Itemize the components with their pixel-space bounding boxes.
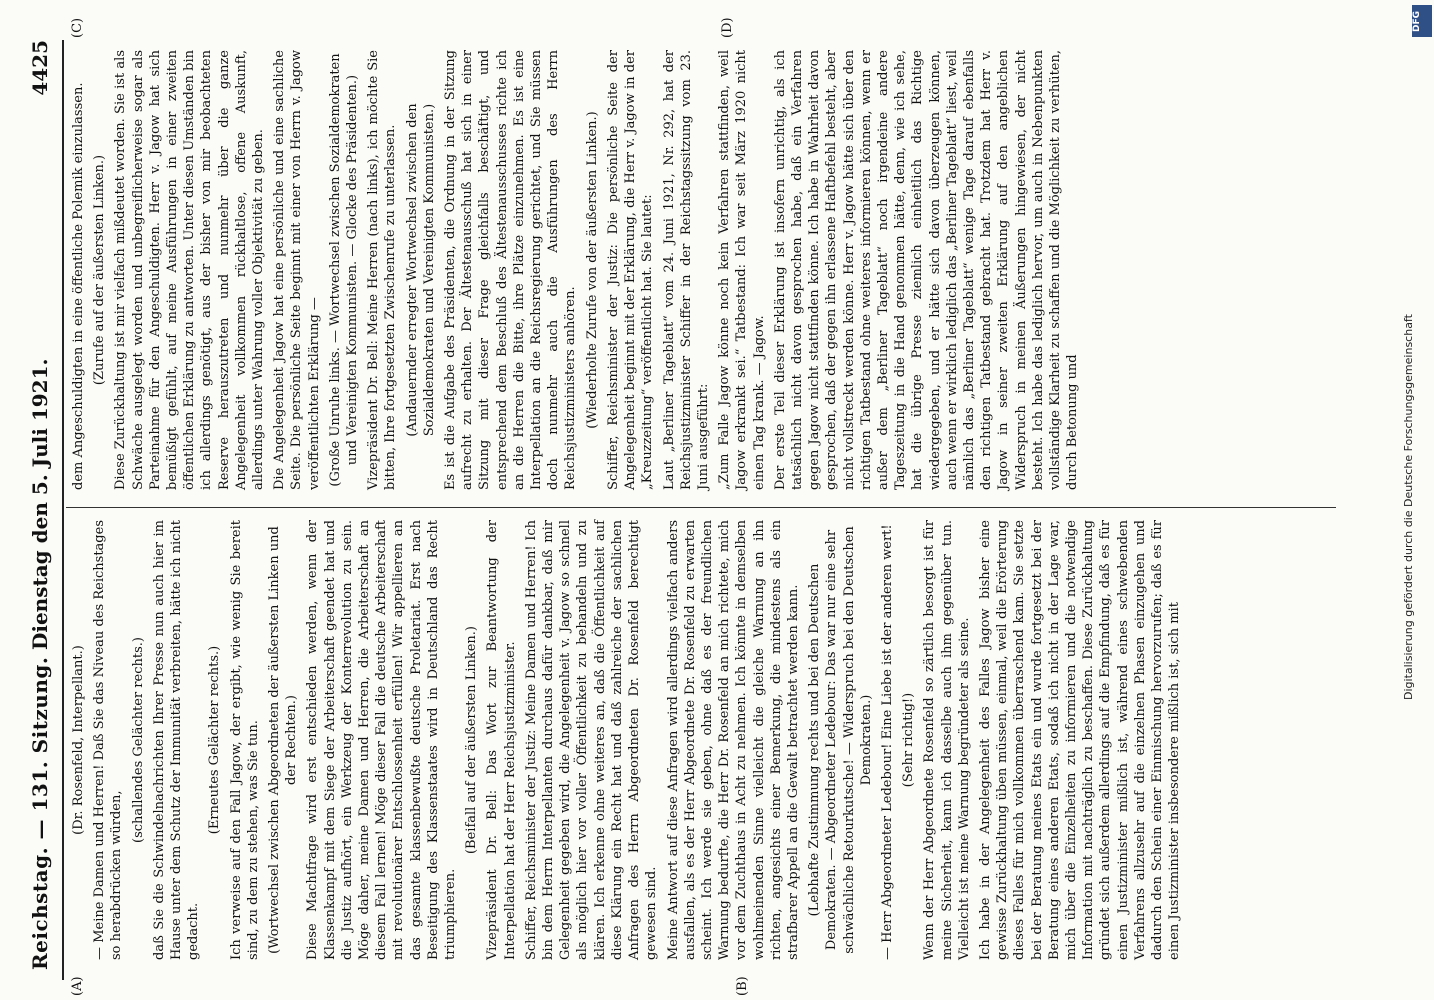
marker-a: (A) — [70, 976, 85, 996]
paragraph: Diese Machtfrage wird erst entschieden werden, wenn der Klassenkampf mit dem Siege der Arbeiterschaft geendet hat und die Justiz aufhört, ein Werkzeug der Konterrevolution zu sein. Möge daher, meine Damen und Herren, die Arbeiterschaft an diesem Fall lernen! Möge dieser Fall die deutsche Arbeiterschaft mit revolutionärer Entschlossenheit erfüllen! Wir appellieren an das gesamte klassenbewußte deutsche Proletariat. Erst nach Beseitigung des Klassenstaates wird in Deutschland das Recht triumphieren. — [305, 520, 459, 960]
interjection: (Dr. Rosenfeld, Interpellant.) — [71, 645, 86, 835]
paragraph: Diese Zurückhaltung ist mir vielfach mißdeutet worden. Sie ist als Schwäche ausgelegt worden und unbegreiflicherweise sogar als Parteinahme für den Angeschuldigten. Herr v. Jagow hat sich bemüßigt gefühlt, auf meine Ausführungen in einer zweiten öffentlichen Erklärung zu antworten. Unter diesen Umständen bin ich allerdings genötigt, aus der bisher von mir beobachteten Reserve herauszutreten und nunmehr über die ganze Angelegenheit vollkommen rückhaltlose, offene Auskunft, allerdings unter Wahrung voller Objektivität zu geben. — [113, 50, 267, 490]
page-header — [20, 40, 60, 970]
marker-b: (B) — [735, 976, 750, 996]
paragraph: Schiffer, Reichsminister der Justiz: Die persönliche Seite der Angelegenheit beginnt mit der Erklärung, die Herr v. Jagow in der „Kreuzzeitung“ veröffentlicht hat. Sie lautet: — [605, 50, 656, 490]
left-column — [70, 520, 1187, 960]
interjection: (Beifall auf der äußersten Linken.) — [464, 625, 480, 855]
paragraph: Es ist die Aufgabe des Präsidenten, die Ordnung in der Sitzung aufrecht zu erhalten. Der Ältestenausschuß hat sich in einer Sitzung mit dieser Frage gleichfalls beschäftigt, und entsprechend dem Beschluß des Ältestenausschusses richte ich an die Herren die Bitte, ihre Plätze einzunehmen. Es ist eine Interpellation an die Reichsregierung gerichtet, und Sie müssen doch nunmehr auch die Ausführungen des Herrn Reichsjustizministers anhören. — [443, 50, 579, 490]
interjection: (Große Unruhe links. — Wortwechsel zwischen Sozialdemokraten und Vereinigten Kommunisten. — Glocke des Präsidenten.) — [327, 53, 361, 487]
paragraph: Laut „Berliner Tageblatt“ vom 24. Juni 1921, Nr. 292, hat der Reichsjustizminister Schiffer in der Reichstagssitzung vom 23. Juni ausgeführt: — [661, 50, 711, 490]
header-left: Reichstag. — 131. Sitzung. — [28, 656, 52, 970]
dfg-logo: DFG — [1412, 5, 1432, 37]
marker-d: (D) — [720, 17, 735, 38]
interjection: (Wiederholte Zurufe von der äußersten Linken.) — [584, 111, 600, 429]
interjection: (Sehr richtig!) — [901, 692, 917, 788]
interjection: (schallendes Gelächter rechts.) — [130, 637, 146, 843]
digitization-credit: Digitalisierung gefördert durch die Deutsche Forschungsgemeinschaft — [1402, 314, 1415, 700]
paragraph: Vizepräsident Dr. Bell: Meine Herren (nach links), ich möchte Sie bitten, Ihre fortgesetzten Zwischenrufe zu unterlassen. — [366, 50, 399, 490]
interjection: (Erneutes Gelächter rechts.) — [207, 645, 223, 835]
right-column — [70, 50, 1085, 490]
paragraph: dem Angeschuldigten in eine öffentliche Polemik einzulassen. — [71, 82, 86, 490]
interjection: (Zurufe auf der äußersten Linken.) — [92, 154, 108, 386]
paragraph: Schiffer, Reichsminister der Justiz: Meine Damen und Herren! Ich bin dem Herrn Interpellanten durchaus dafür dankbar, daß mir Gelegenheit gegeben wird, die Angelegenheit v. Jagow so schnell als möglich hier vor voller Öffentlichkeit zu behandeln und zu klären. Ich erkenne ohne weiteres an, daß die Öffentlichkeit auf diese Klärung ein Recht hat und daß zahlreiche der sachlichen Anfragen des Herrn Abgeordneten Dr. Rosenfeld berechtigt gewesen sind. — [523, 520, 660, 960]
interjection: (Lebhafte Zustimmung rechts und bei den Deutschen Demokraten. — Abgeordneter Ledebour: Das war nur eine sehr schwächliche Retourkutsche! — Widerspruch bei den Deutschen Demokraten.) — [807, 526, 874, 954]
paragraph: Ich habe in der Angelegenheit des Falles Jagow bisher eine gewisse Zurückhaltung üben müssen, einmal, weil die Erörterung dieses Falles für mich vollkommen überraschend kam. Sie setzte bei der Beratung meines Etats ein und wurde fortgesetzt bei der Beratung eines anderen Etats, sodaß ich nicht in der Lage war, mich über die Einzelheiten zu informieren und die notwendige Information mit nachträglich zu beschaffen. Diese Zurückhaltung gründet sich außerdem allerdings auf die Empfindung, daß es für einen Justizminister mißlich ist, während eines schwebenden Verfahrens allzusehr auf die einzelnen Phasen einzugehen und dadurch den Schein einer Einmischung hervorzurufen; daß es für einen Justizminister insbesondere mißlich ist, sich mit — [977, 520, 1183, 960]
page-number: 4425 — [28, 40, 52, 96]
paragraph: Der erste Teil dieser Erklärung ist insofern unrichtig, als ich tatsächlich nicht davon gesprochen habe, daß ein Verfahren gegen Jagow nicht stattfinden könne. Ich habe in Wahrheit davon gesprochen, daß der gegen ihn erlassene Haftbefehl besteht, aber nicht vollstreckt werden könne. Herr v. Jagow hätte sich über den richtigen Tatbestand ohne weiteres informieren können, wenn er außer dem „Berliner Tageblatt“ noch irgendeine andere Tageszeitung in die Hand genommen hätte, denn, wie ich sehe, hat die übrige Presse ziemlich einheitlich das Richtige wiedergegeben, und er hätte sich davon überzeugen können, auch wenn er wirklich lediglich das „Berliner Tageblatt“ liest, weil nämlich das „Berliner Tageblatt“ wenige Tage darauf ebenfalls den richtigen Tatbestand gebracht hat. Trotzdem hat Herr v. Jagow in seiner zweiten Erklärung auf den angeblichen Widerspruch in meinen Äußerungen hingewiesen, der nicht besteht. Ich habe das lediglich hervor, um auch in Nebenpunkten vollständige Klarheit zu schaffen und die Möglichkeit zu verhüten, durch Betonung und — [772, 50, 1081, 490]
paragraph: — Herr Abgeordneter Ledebour! Eine Liebe ist der anderen wert! — [879, 524, 895, 960]
paragraph: — Meine Damen und Herren! Daß Sie das Niveau des Reichstages so herabdrücken würden, — [92, 520, 125, 960]
header-date: Dienstag den 5. Juli 1921. — [28, 358, 52, 650]
header-rule — [62, 40, 64, 980]
paragraph: Die Angelegenheit Jagow hat eine persönliche und eine sachliche Seite. Die persönliche Seite beginnt mit einer von Herrn v. Jagow veröffentlichten Erklärung — — [272, 50, 322, 490]
interjection: (Wortwechsel zwischen Abgeordneten der äußersten Linken und der Rechten.) — [267, 526, 300, 954]
paragraph: „Zum Falle Jagow könne noch kein Verfahren stattfinden, weil Jagow erkrankt sei.“ Tatbestand: Ich war seit März 1920 nicht einen Tag krank. — Jagow. — [717, 50, 767, 490]
paragraph: Ich verweise auf den Fall Jagow, der ergibt, wie wenig Sie bereit sind, zu dem zu stehen, was Sie tun. — [228, 520, 261, 960]
interjection: (Andauernder erregter Wortwechsel zwischen den Sozialdemokraten und Vereinigten Kommunisten.) — [404, 103, 437, 437]
paragraph: Meine Antwort auf diese Anfragen wird allerdings vielfach anders ausfallen, als es der Herr Abgeordnete Dr. Rosenfeld zu erwarten scheint. Ich werde sie geben, ohne daß es der freundlichen Warnung bedurfte, die Herr Dr. Rosenfeld an mich richtete, mich vor dem Zuchthaus in Acht zu nehmen. Ich könnte in demselben wohlmeinenden Sinne vielleicht die gleiche Warnung an ihn richten, angesichts einer Bemerkung, die mindestens als ein strafbarer Appell an die Gewalt betrachtet werden kann. — [665, 520, 801, 960]
paragraph: Vizepräsident Dr. Bell: Das Wort zur Beantwortung der Interpellation hat der Herr Reichsjustizminister. — [485, 520, 518, 960]
marker-c: (C) — [70, 17, 85, 38]
paragraph: daß Sie die Schwindelnachrichten Ihrer Presse nun auch hier im Hause unter dem Schutz der Immunität verbreiten, hätte ich nicht gedacht. — [151, 520, 202, 960]
paragraph: Wenn der Herr Abgeordnete Rosenfeld so zärtlich besorgt ist für meine Sicherheit, kann ich dasselbe auch ihm gegenüber tun. Vielleicht ist meine Warnung begründeter als seine. — [922, 520, 972, 960]
column-separator — [66, 507, 1336, 508]
